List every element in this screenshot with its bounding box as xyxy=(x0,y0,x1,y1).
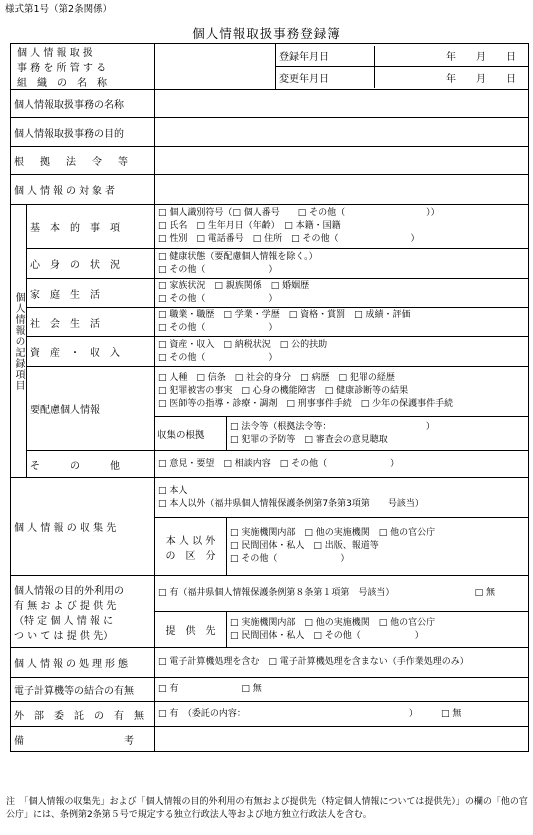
external-use-label-2: 有 無 お よ び 提 供 先 xyxy=(14,600,117,612)
family-options[interactable] xyxy=(155,279,529,308)
office-name-field[interactable] xyxy=(155,90,529,118)
reg-date-field[interactable]: 年 月 日 xyxy=(375,46,529,67)
family-line-2[interactable]: □ その他（ ） xyxy=(158,294,278,304)
other-line-1[interactable]: □ 意見・要望 □ 相談内容 □ その他（ ） xyxy=(158,458,400,469)
sensitive-line-1[interactable]: □ 人種 □ 信条 □ 社会的身分 □ 病歴 □ 犯罪の経歴 xyxy=(158,373,395,383)
legal-basis-field[interactable] xyxy=(155,147,529,175)
date-table xyxy=(276,46,528,88)
office-name-label: 個人情報取扱事務の名称 xyxy=(11,90,155,118)
sensitive-label: 要配慮個人情報 xyxy=(27,367,155,451)
external-use-label-cell xyxy=(11,576,155,648)
basic-label: 基 本 的 事 項 xyxy=(27,205,155,249)
external-use-label-3: （特 定 個 人 情 報 に xyxy=(14,615,114,627)
social-line-2[interactable]: □ その他（ ） xyxy=(158,323,278,333)
footnote: 注 「個人情報の収集先」および「個人情報の目的外利用の有無および提供先（特定個人情報については提供先）」の欄の「他の官公庁」には、条例第2条第５号で規定する独立行政法人等および地方独立行政法人を含む。 xyxy=(6,797,528,820)
assets-options[interactable] xyxy=(155,337,529,367)
form-number: 様式第1号（第2条関係） xyxy=(5,4,113,15)
basis-line-2[interactable]: □ 犯罪の予防等 □ 審査会の意見聴取 xyxy=(230,434,388,445)
provide-options[interactable] xyxy=(227,612,529,648)
basis-options[interactable] xyxy=(227,417,529,451)
collection-sub-label-cell xyxy=(155,518,227,576)
linkage-label: 電子計算機等の結合の有無 xyxy=(11,678,155,702)
collection-sub-label-2: の 区 分 xyxy=(165,550,216,562)
collection-sub-label-1: 本 人 以 外 xyxy=(165,535,216,547)
assets-line-1[interactable]: □ 資産・収入 □ 納税状況 □ 公的扶助 xyxy=(158,339,328,350)
provide-line-1[interactable]: □ 実施機関内部 □ 他の実施機関 □ 他の官公庁 xyxy=(230,617,436,628)
org-label-line-1: 個 人 情 報 取 扱 xyxy=(17,48,93,59)
outsourcing-yes[interactable]: □ 有 （委託の内容： xyxy=(158,708,246,719)
office-purpose-label: 個人情報取扱事務の目的 xyxy=(11,118,155,147)
external-use-label-1: 個人情報の目的外利用の xyxy=(14,585,124,597)
collection-line-2[interactable]: □ 本人以外（福井県個人情報保護条例第7条第3項第 号該当） xyxy=(158,498,424,509)
assets-label: 資 産 ・ 収 入 xyxy=(27,337,155,367)
other-options[interactable] xyxy=(155,451,529,478)
social-label: 社 会 生 活 xyxy=(27,308,155,337)
external-use-label-4: つ い て は 提 供 先） xyxy=(14,630,114,642)
social-options[interactable] xyxy=(155,308,529,337)
linkage-yes[interactable]: □ 有 xyxy=(158,684,179,694)
basic-line-2[interactable]: □ 氏名 □ 生年月日（年齢） □ 本籍・国籍 xyxy=(158,221,341,231)
registry-table xyxy=(10,43,529,752)
processing-line[interactable]: □ 電子計算機処理を含む □ 電子計算機処理を含まない（手作業処理のみ） xyxy=(158,657,469,667)
date-cell xyxy=(276,44,529,90)
reg-date-label: 登録年月日 xyxy=(276,46,375,67)
change-date-field[interactable]: 年 月 日 xyxy=(446,73,516,85)
collection-options[interactable] xyxy=(155,478,529,518)
linkage-options[interactable] xyxy=(155,678,529,702)
basis-line-1[interactable]: □ 法令等（根拠法令等： ） xyxy=(230,421,435,432)
header-row xyxy=(11,44,529,90)
org-label-line-2: 事 務 を 所 管 す る xyxy=(17,63,107,74)
legal-basis-label: 根 拠 法 令 等 xyxy=(11,147,155,175)
sensitive-line-2[interactable]: □ 犯罪被害の事実 □ 心身の機能障害 □ 健康診断等の結果 xyxy=(158,386,409,396)
external-use-options[interactable] xyxy=(155,576,529,612)
org-name-field[interactable] xyxy=(155,44,276,90)
sensitive-options[interactable] xyxy=(155,367,529,417)
mind-body-line-2[interactable]: □ その他（ ） xyxy=(158,264,278,275)
provide-line-2[interactable]: □ 民間団体・私人 □ その他（ ） xyxy=(230,630,424,641)
office-purpose-field[interactable] xyxy=(155,118,529,147)
collection-line-1[interactable]: □ 本人 xyxy=(158,485,188,496)
collection-sub-line-2[interactable]: □ 民間団体・私人 □ 出版、報道等 xyxy=(230,541,379,551)
records-section-label: 個人情報の記録項目 xyxy=(11,205,27,478)
external-use-no[interactable]: □ 無 xyxy=(474,588,495,598)
family-line-1[interactable]: □ 家族状況 □ 親族関係 □ 婚姻歴 xyxy=(158,281,310,291)
basis-label: 収集の根拠 xyxy=(155,417,227,451)
outsourcing-label: 外 部 委 託 の 有 無 xyxy=(11,702,155,727)
change-date-label: 変更年月日 xyxy=(276,67,375,88)
subjects-label: 個人情報の対象者 xyxy=(11,175,155,205)
family-label: 家 庭 生 活 xyxy=(27,279,155,308)
page-title: 個人情報取扱事務登録簿 xyxy=(192,26,341,41)
social-line-1[interactable]: □ 職業・職歴 □ 学業・学歴 □ 資格・賞罰 □ 成績・評価 xyxy=(158,310,411,320)
basic-line-1[interactable]: □ 個人識別符号（□ 個人番号 □ その他（ ）） xyxy=(158,208,440,218)
collection-sub-options[interactable] xyxy=(227,518,529,576)
processing-label: 個人情報の処理形態 xyxy=(11,648,155,678)
collection-sub-line-1[interactable]: □ 実施機関内部 □ 他の実施機関 □ 他の官公庁 xyxy=(230,528,436,538)
other-label: そ の 他 xyxy=(27,451,155,478)
remarks-field[interactable] xyxy=(155,727,529,752)
basic-line-3[interactable]: □ 性別 □ 電話番号 □ 住所 □ その他（ ） xyxy=(158,234,420,244)
org-label-cell xyxy=(11,44,155,90)
assets-line-2[interactable]: □ その他（ ） xyxy=(158,352,278,363)
provide-label: 提 供 先 xyxy=(155,612,227,648)
collection-sub-line-3[interactable]: □ その他（ ） xyxy=(230,554,350,564)
outsourcing-no[interactable]: □ 無 xyxy=(440,708,462,719)
remarks-label: 備 考 xyxy=(11,727,155,752)
org-label-line-3: 組 織 の 名 称 xyxy=(17,78,107,89)
subjects-field[interactable] xyxy=(155,175,529,205)
mind-body-options[interactable] xyxy=(155,249,529,279)
sensitive-line-3[interactable]: □ 医師等の指導・診療・調剤 □ 刑事事件手続 □ 少年の保護事件手続 xyxy=(158,399,454,409)
outsourcing-close: ） xyxy=(408,708,418,719)
basic-options[interactable] xyxy=(155,205,529,249)
linkage-no[interactable]: □ 無 xyxy=(241,684,262,694)
mind-body-label: 心 身 の 状 況 xyxy=(27,249,155,279)
outsourcing-options[interactable] xyxy=(155,702,529,727)
collection-label: 個 人 情 報 の 収 集 先 xyxy=(11,478,155,576)
mind-body-line-1[interactable]: □ 健康状態（要配慮個人情報を除く。） xyxy=(158,251,318,262)
external-use-yes[interactable]: □ 有（福井県個人情報保護条例第８条第１項第 号該当） xyxy=(158,588,395,598)
processing-options[interactable] xyxy=(155,648,529,678)
